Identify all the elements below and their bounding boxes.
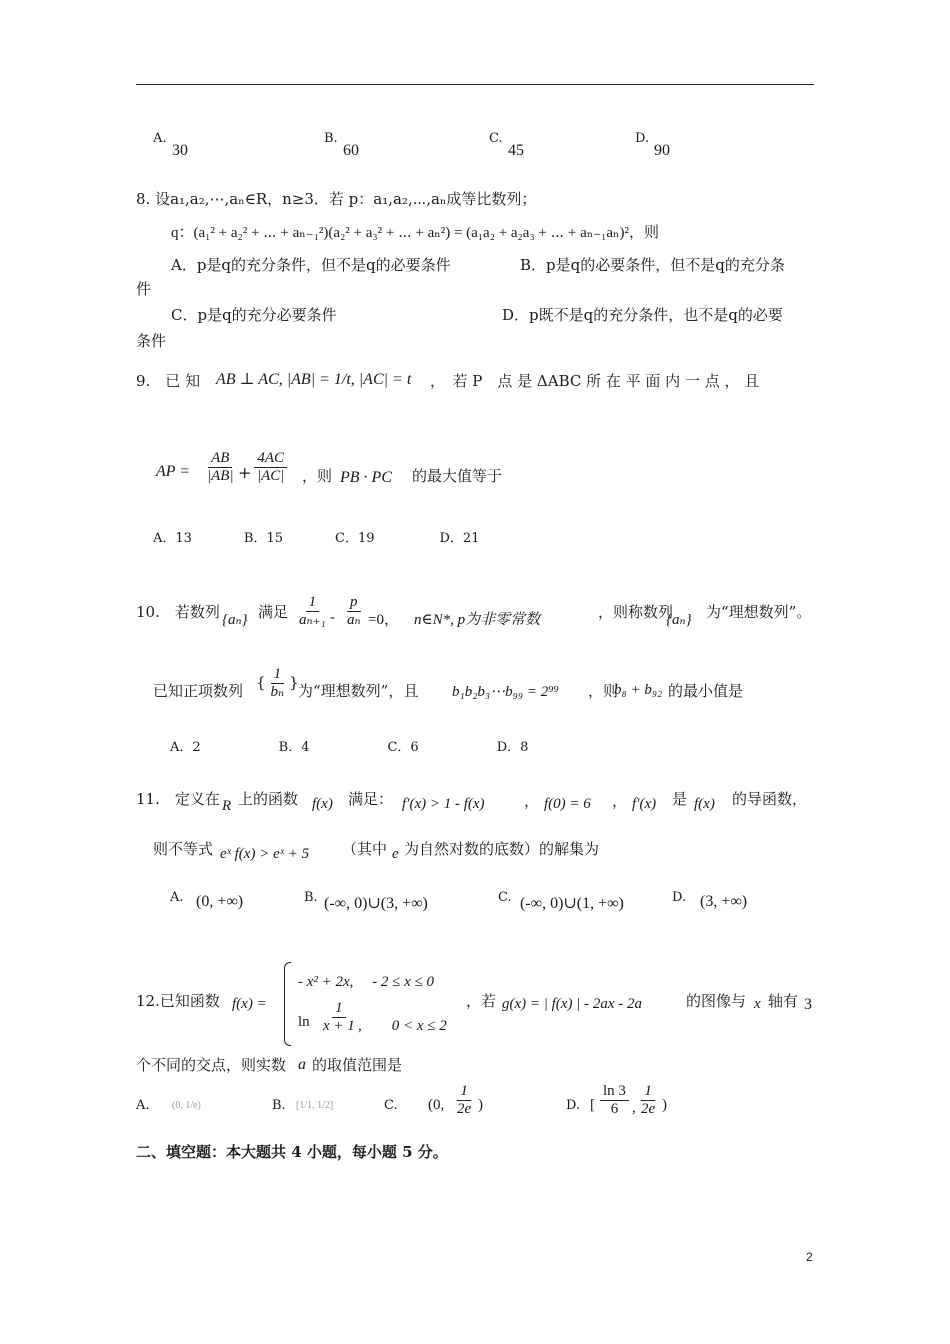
q11-cond3: f′(x): [632, 796, 657, 812]
q11-option-d-label: D.: [672, 890, 687, 905]
q12-option-d-label: D.: [566, 1098, 581, 1113]
q10-minus: -: [330, 608, 336, 626]
q10-fraction-2: [342, 594, 366, 628]
q12-piecewise-brace: [284, 962, 291, 1046]
q8-option-b-wrap: 件: [136, 280, 152, 298]
q12-optd-den2: 2e: [641, 1100, 656, 1117]
q11-prefix: 11. 定义在: [136, 790, 220, 808]
q12-gx: g(x) = | f(x) | - 2ax - 2a: [502, 996, 642, 1012]
q12-case2-ln: ln: [298, 1014, 310, 1030]
q9-prefix: 9. 已 知: [136, 372, 201, 390]
q12-option-d-close: ): [662, 1097, 667, 1113]
q8-option-c: C．p是q的充分必要条件: [171, 306, 337, 324]
q10-product: b₁b₂b₃⋯b₉₉ = 2⁹⁹: [452, 684, 559, 700]
q12-optd-num1: ln 3: [600, 1083, 629, 1101]
q11-line2-mid: （其中: [342, 840, 388, 858]
q12-line2: 个不同的交点，则实数: [136, 1056, 287, 1074]
q12-option-c-close: ): [478, 1097, 483, 1113]
q10-frac2-num: p: [347, 594, 361, 612]
q8-option-b: B．p是q的必要条件，但不是q的充分条: [520, 256, 785, 274]
q12-case2-fraction: [318, 1000, 360, 1034]
q10-seq: {aₙ}: [222, 612, 248, 628]
q10-options: A．2 B．4 C．6 D．8: [170, 740, 529, 755]
q10-brace-fraction: { $\frac{1}{\text{bₙ}}$ }: [256, 666, 299, 700]
q12-mid: ，若: [466, 992, 497, 1010]
q12-option-d-comma: ,: [632, 1100, 636, 1116]
q12-case2-cond: , 0 < x ≤ 2: [358, 1018, 447, 1034]
q11-option-a: (0, +∞): [196, 893, 244, 910]
q10-frac1-num: 1: [306, 594, 320, 612]
q10-mid1: 满足: [258, 603, 289, 621]
q10-line2-prefix: 已知正项数列: [153, 682, 244, 700]
q12-optd-num2: 1: [641, 1083, 655, 1101]
q9-frac1-den: |AB|: [207, 467, 234, 484]
q11-line1-c: 是: [672, 790, 688, 808]
q12-mid2: 的图像与: [686, 992, 747, 1010]
q9-dot-expr: PB · PC: [340, 469, 392, 486]
q12-option-d-open: [: [590, 1097, 595, 1113]
q10-sum: b₈ + b₉₂: [614, 682, 663, 698]
q8-stem: 8. 设a₁,a₂,⋯,aₙ∈R，n≥3．若 p：a₁,a₂,⋯,aₙ成等比数列；: [136, 190, 537, 208]
q8-option-d: D．p既不是q的充分条件，也不是q的必要: [502, 306, 783, 324]
q10-mid2: ，则称数列: [598, 603, 674, 621]
q12-xaxis: x: [754, 996, 761, 1012]
q7-option-c-label: C.: [489, 131, 503, 146]
q10-brace-den: bₙ: [270, 683, 285, 700]
q12-fx: f(x) =: [232, 996, 267, 1012]
section-2-heading: 二、填空题：本大题共 4 小题，每小题 5 分。: [136, 1143, 448, 1161]
q7-option-d-value: 90: [654, 142, 670, 159]
q9-line1-suffix: ， 若 P 点 是 ΔABC 所 在 平 面 内 一 点 ， 且: [430, 372, 760, 390]
q12-prefix: 12.已知函数: [136, 992, 220, 1010]
q11-line1-a: 上的函数: [238, 790, 299, 808]
q11-line1-d: 的导函数，: [732, 790, 808, 808]
page-number: 2: [806, 1250, 813, 1264]
header-rule: [136, 84, 814, 85]
q10-line2-mid: 为“理想数列”，且: [298, 682, 419, 700]
q12-option-c-open: (0,: [428, 1097, 445, 1113]
q11-sep2: ，: [612, 792, 628, 810]
q11-option-b-label: B.: [304, 890, 318, 905]
q10-suffix: 为“理想数列”。: [706, 603, 812, 621]
q9-options: A．13 B．15 C．19 D．21: [153, 531, 480, 546]
q9-mid: ，则: [302, 467, 333, 485]
q11-sep1: ，: [524, 792, 540, 810]
q10-eq: =0，: [368, 612, 399, 628]
q11-line1-b: 满足：: [348, 790, 394, 808]
q10-brace-num: 1: [271, 666, 285, 684]
q8-q-line: q：(a₁² + a₂² + ⋯ + aₙ₋₁²)(a₂² + a₃² + ⋯ + aₙ²) = (a₁a₂ + a₂a₃ + ⋯ + aₙ₋₁aₙ)²，则: [171, 225, 660, 241]
q12-a: a: [298, 1056, 306, 1073]
q10-frac2-den: aₙ: [347, 611, 361, 628]
q9-frac2-den: |AC|: [257, 467, 285, 484]
q7-option-d-label: D.: [635, 131, 650, 146]
q10-fraction-1: [294, 594, 331, 628]
q10-frac1-den: aₙ₊₁: [299, 611, 326, 628]
q12-option-a-label: A.: [136, 1098, 150, 1113]
q12-option-b-label: B.: [272, 1098, 286, 1113]
q12-option-c-fraction: [452, 1083, 476, 1117]
q12-optd-den1: 6: [610, 1100, 619, 1117]
q12-case2-den: x + 1: [323, 1017, 355, 1034]
q7-option-b-value: 60: [343, 142, 359, 159]
q11-option-a-label: A.: [170, 890, 184, 905]
q11-fx: f(x): [312, 796, 333, 812]
q12-mid3: 轴有: [768, 992, 799, 1010]
q7-option-a-value: 30: [172, 142, 188, 159]
q11-e: e: [392, 846, 399, 862]
q10-prefix: 10. 若数列: [136, 603, 220, 621]
q8-option-a: A．p是q的充分条件，但不是q的必要条件: [171, 256, 451, 274]
q9-frac2-num: 4AC: [254, 450, 287, 468]
q11-line2-suffix: 为自然对数的底数）的解集为: [404, 840, 600, 858]
q11-option-d: (3, +∞): [700, 893, 748, 910]
q10-seq2: {aₙ}: [666, 612, 692, 628]
q9-fraction-1: [202, 450, 239, 484]
q11-fx2: f(x): [694, 796, 715, 812]
q9-frac1-num: AB: [208, 450, 232, 468]
q8-option-d-wrap: 条件: [136, 332, 167, 350]
q10-line2-suffix: 的最小值是: [668, 682, 744, 700]
q9-plus: +: [238, 463, 252, 482]
q12-line2-suffix: 的取值范围是: [312, 1056, 403, 1074]
q12-option-c-label: C.: [384, 1098, 398, 1113]
q11-line2-prefix: 则不等式: [153, 840, 214, 858]
q12-three: 3: [804, 996, 812, 1013]
q12-option-b: [1/1, 1/2]: [296, 1100, 334, 1111]
q10-cond: n∈N*, p为非零常数: [414, 612, 541, 628]
q12-option-d-fraction-2: [636, 1083, 660, 1117]
q12-case1: - x² + 2x, - 2 ≤ x ≤ 0: [298, 974, 435, 990]
q11-option-c: (-∞, 0)∪(1, +∞): [520, 895, 624, 912]
q7-option-c-value: 45: [508, 142, 524, 159]
q11-R: R: [222, 798, 232, 814]
q7-option-a-label: A.: [153, 131, 167, 146]
q9-ap-left: AP =: [156, 463, 191, 480]
q11-inequality: eˣ f(x) > eˣ + 5: [220, 846, 310, 862]
q12-option-a: (0, 1/e): [172, 1100, 201, 1111]
q9-fraction-2: [252, 450, 289, 484]
q9-conditions: AB ⊥ AC, |AB| = 1/t, |AC| = t: [216, 371, 412, 388]
q11-option-b: (-∞, 0)∪(3, +∞): [324, 895, 428, 912]
q11-option-c-label: C.: [498, 890, 512, 905]
q11-cond2: f(0) = 6: [544, 796, 591, 812]
q11-cond1: f′(x) > 1 - f(x): [402, 796, 485, 812]
q7-option-b-label: B.: [324, 131, 338, 146]
q12-optc-den: 2e: [457, 1100, 472, 1117]
q12-optc-num: 1: [457, 1083, 471, 1101]
q12-option-d-fraction-1: [598, 1083, 631, 1117]
q9-suffix: 的最大值等于: [412, 467, 503, 485]
q12-case2-num: 1: [332, 1000, 346, 1018]
q10-line2-mid2: ，则: [588, 682, 619, 700]
